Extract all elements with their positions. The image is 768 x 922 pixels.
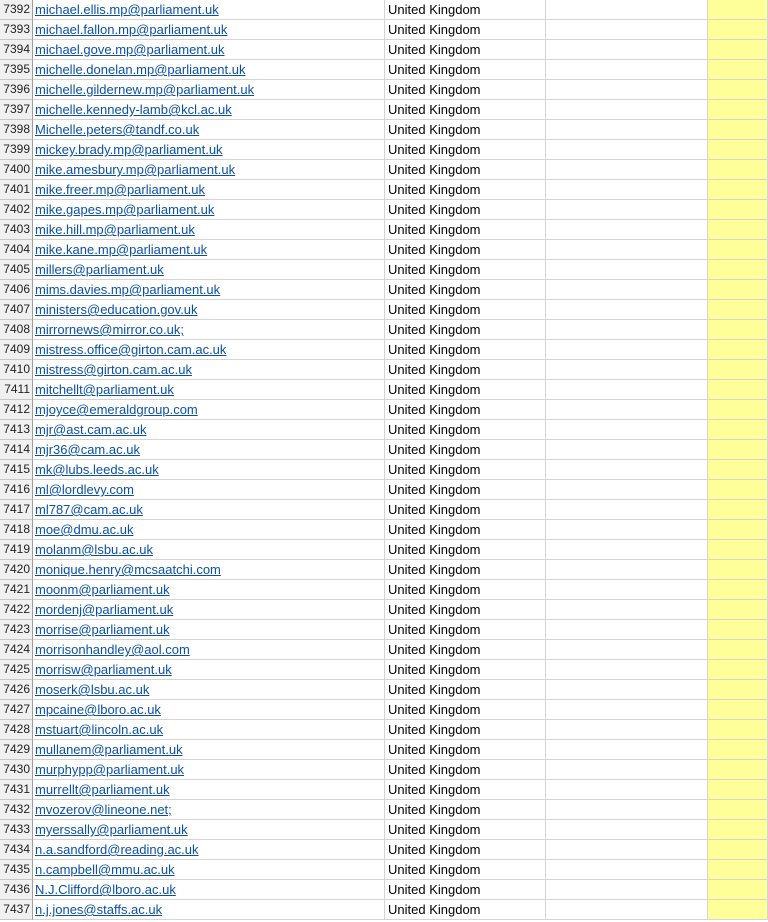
table-row xyxy=(0,740,768,760)
highlighted-empty-cell[interactable] xyxy=(708,60,768,80)
row-header[interactable]: 7397 xyxy=(0,100,33,120)
table-row xyxy=(0,460,768,480)
row-header[interactable]: 7396 xyxy=(0,80,33,100)
email-link-cell[interactable]: mike.kane.mp@parliament.uk xyxy=(33,240,385,260)
highlighted-empty-cell[interactable] xyxy=(708,760,768,780)
highlighted-empty-cell[interactable] xyxy=(708,740,768,760)
email-link-cell[interactable]: michelle.kennedy-lamb@kcl.ac.uk xyxy=(33,100,385,120)
email-link-cell[interactable]: mjr@ast.cam.ac.uk xyxy=(33,420,385,440)
row-header[interactable]: 7418 xyxy=(0,520,33,540)
row-header[interactable]: 7408 xyxy=(0,320,33,340)
table-row xyxy=(0,560,768,580)
row-header[interactable]: 7423 xyxy=(0,620,33,640)
empty-cell[interactable] xyxy=(546,800,708,820)
email-link-cell[interactable]: moonm@parliament.uk xyxy=(33,580,385,600)
email-link-cell[interactable]: mordenj@parliament.uk xyxy=(33,600,385,620)
country-cell[interactable]: United Kingdom xyxy=(385,280,546,300)
highlighted-empty-cell[interactable] xyxy=(708,300,768,320)
email-link-cell[interactable]: mstuart@lincoln.ac.uk xyxy=(33,720,385,740)
empty-cell[interactable] xyxy=(546,380,708,400)
country-cell[interactable]: United Kingdom xyxy=(385,640,546,660)
row-header[interactable]: 7433 xyxy=(0,820,33,840)
highlighted-empty-cell[interactable] xyxy=(708,80,768,100)
empty-cell[interactable] xyxy=(546,280,708,300)
table-row xyxy=(0,0,768,20)
highlighted-empty-cell[interactable] xyxy=(708,0,768,20)
row-header[interactable]: 7411 xyxy=(0,380,33,400)
row-header[interactable]: 7395 xyxy=(0,60,33,80)
empty-cell[interactable] xyxy=(546,520,708,540)
highlighted-empty-cell[interactable] xyxy=(708,440,768,460)
table-row xyxy=(0,580,768,600)
email-link-cell[interactable]: michelle.gildernew.mp@parliament.uk xyxy=(33,80,385,100)
table-row xyxy=(0,360,768,380)
country-cell[interactable]: United Kingdom xyxy=(385,780,546,800)
table-row xyxy=(0,440,768,460)
country-cell[interactable]: United Kingdom xyxy=(385,420,546,440)
row-header[interactable]: 7393 xyxy=(0,20,33,40)
country-cell[interactable]: United Kingdom xyxy=(385,820,546,840)
email-link-cell[interactable]: mistress.office@girton.cam.ac.uk xyxy=(33,340,385,360)
table-row xyxy=(0,520,768,540)
row-header[interactable]: 7405 xyxy=(0,260,33,280)
email-link-cell[interactable]: ml@lordlevy.com xyxy=(33,480,385,500)
empty-cell[interactable] xyxy=(546,660,708,680)
country-cell[interactable]: United Kingdom xyxy=(385,600,546,620)
table-row xyxy=(0,640,768,660)
row-header[interactable]: 7419 xyxy=(0,540,33,560)
country-cell[interactable]: United Kingdom xyxy=(385,520,546,540)
row-header[interactable]: 7413 xyxy=(0,420,33,440)
highlighted-empty-cell[interactable] xyxy=(708,120,768,140)
empty-cell[interactable] xyxy=(546,760,708,780)
empty-cell[interactable] xyxy=(546,840,708,860)
email-link-cell[interactable]: moserk@lsbu.ac.uk xyxy=(33,680,385,700)
highlighted-empty-cell[interactable] xyxy=(708,900,768,920)
country-cell[interactable]: United Kingdom xyxy=(385,740,546,760)
highlighted-empty-cell[interactable] xyxy=(708,660,768,680)
empty-cell[interactable] xyxy=(546,240,708,260)
empty-cell[interactable] xyxy=(546,420,708,440)
table-row xyxy=(0,240,768,260)
table-row xyxy=(0,380,768,400)
highlighted-empty-cell[interactable] xyxy=(708,260,768,280)
country-cell[interactable]: United Kingdom xyxy=(385,860,546,880)
highlighted-empty-cell[interactable] xyxy=(708,600,768,620)
email-link-cell[interactable]: mike.hill.mp@parliament.uk xyxy=(33,220,385,240)
country-cell[interactable]: United Kingdom xyxy=(385,320,546,340)
email-link-cell[interactable]: N.J.Clifford@lboro.ac.uk xyxy=(33,880,385,900)
email-link-cell[interactable]: myerssally@parliament.uk xyxy=(33,820,385,840)
country-cell[interactable]: United Kingdom xyxy=(385,500,546,520)
row-header[interactable]: 7435 xyxy=(0,860,33,880)
highlighted-empty-cell[interactable] xyxy=(708,820,768,840)
highlighted-empty-cell[interactable] xyxy=(708,160,768,180)
email-link-cell[interactable]: molanm@lsbu.ac.uk xyxy=(33,540,385,560)
highlighted-empty-cell[interactable] xyxy=(708,560,768,580)
email-link-cell[interactable]: murrellt@parliament.uk xyxy=(33,780,385,800)
table-row xyxy=(0,400,768,420)
highlighted-empty-cell[interactable] xyxy=(708,100,768,120)
empty-cell[interactable] xyxy=(546,40,708,60)
row-header[interactable]: 7436 xyxy=(0,880,33,900)
highlighted-empty-cell[interactable] xyxy=(708,860,768,880)
email-link-cell[interactable]: ministers@education.gov.uk xyxy=(33,300,385,320)
country-cell[interactable]: United Kingdom xyxy=(385,380,546,400)
country-cell[interactable]: United Kingdom xyxy=(385,20,546,40)
empty-cell[interactable] xyxy=(546,780,708,800)
empty-cell[interactable] xyxy=(546,620,708,640)
country-cell[interactable]: United Kingdom xyxy=(385,580,546,600)
row-header[interactable]: 7421 xyxy=(0,580,33,600)
country-cell[interactable]: United Kingdom xyxy=(385,840,546,860)
email-link-cell[interactable]: morrisonhandley@aol.com xyxy=(33,640,385,660)
table-row xyxy=(0,820,768,840)
table-row xyxy=(0,200,768,220)
table-row xyxy=(0,60,768,80)
email-link-cell[interactable]: mims.davies.mp@parliament.uk xyxy=(33,280,385,300)
email-link-cell[interactable]: mjoyce@emeraldgroup.com xyxy=(33,400,385,420)
row-header[interactable]: 7406 xyxy=(0,280,33,300)
country-cell[interactable]: United Kingdom xyxy=(385,120,546,140)
table-row xyxy=(0,500,768,520)
row-header[interactable]: 7429 xyxy=(0,740,33,760)
empty-cell[interactable] xyxy=(546,360,708,380)
table-row xyxy=(0,780,768,800)
empty-cell[interactable] xyxy=(546,860,708,880)
email-link-cell[interactable]: michael.fallon.mp@parliament.uk xyxy=(33,20,385,40)
empty-cell[interactable] xyxy=(546,700,708,720)
empty-cell[interactable] xyxy=(546,100,708,120)
country-cell[interactable]: United Kingdom xyxy=(385,880,546,900)
row-header[interactable]: 7410 xyxy=(0,360,33,380)
highlighted-empty-cell[interactable] xyxy=(708,200,768,220)
email-link-cell[interactable]: mullanem@parliament.uk xyxy=(33,740,385,760)
empty-cell[interactable] xyxy=(546,320,708,340)
highlighted-empty-cell[interactable] xyxy=(708,240,768,260)
table-row xyxy=(0,100,768,120)
highlighted-empty-cell[interactable] xyxy=(708,420,768,440)
table-row xyxy=(0,720,768,740)
country-cell[interactable]: United Kingdom xyxy=(385,100,546,120)
row-header[interactable]: 7420 xyxy=(0,560,33,580)
row-header[interactable]: 7424 xyxy=(0,640,33,660)
table-row xyxy=(0,540,768,560)
table-row xyxy=(0,80,768,100)
country-cell[interactable]: United Kingdom xyxy=(385,300,546,320)
table-row xyxy=(0,480,768,500)
empty-cell[interactable] xyxy=(546,600,708,620)
empty-cell[interactable] xyxy=(546,820,708,840)
email-link-cell[interactable]: mjr36@cam.ac.uk xyxy=(33,440,385,460)
email-link-cell[interactable]: morrise@parliament.uk xyxy=(33,620,385,640)
empty-cell[interactable] xyxy=(546,300,708,320)
email-link-cell[interactable]: mvozerov@lineone.net; xyxy=(33,800,385,820)
country-cell[interactable]: United Kingdom xyxy=(385,160,546,180)
table-row xyxy=(0,860,768,880)
table-row xyxy=(0,700,768,720)
row-header[interactable]: 7426 xyxy=(0,680,33,700)
country-cell[interactable]: United Kingdom xyxy=(385,40,546,60)
empty-cell[interactable] xyxy=(546,220,708,240)
country-cell[interactable]: United Kingdom xyxy=(385,800,546,820)
row-header[interactable]: 7417 xyxy=(0,500,33,520)
highlighted-empty-cell[interactable] xyxy=(708,360,768,380)
highlighted-empty-cell[interactable] xyxy=(708,640,768,660)
empty-cell[interactable] xyxy=(546,720,708,740)
email-link-cell[interactable]: mike.amesbury.mp@parliament.uk xyxy=(33,160,385,180)
country-cell[interactable]: United Kingdom xyxy=(385,200,546,220)
empty-cell[interactable] xyxy=(546,340,708,360)
empty-cell[interactable] xyxy=(546,120,708,140)
highlighted-empty-cell[interactable] xyxy=(708,780,768,800)
highlighted-empty-cell[interactable] xyxy=(708,700,768,720)
empty-cell[interactable] xyxy=(546,500,708,520)
empty-cell[interactable] xyxy=(546,460,708,480)
country-cell[interactable]: United Kingdom xyxy=(385,760,546,780)
highlighted-empty-cell[interactable] xyxy=(708,680,768,700)
country-cell[interactable]: United Kingdom xyxy=(385,700,546,720)
empty-cell[interactable] xyxy=(546,20,708,40)
row-header[interactable]: 7394 xyxy=(0,40,33,60)
row-header[interactable]: 7407 xyxy=(0,300,33,320)
country-cell[interactable]: United Kingdom xyxy=(385,480,546,500)
empty-cell[interactable] xyxy=(546,0,708,20)
empty-cell[interactable] xyxy=(546,580,708,600)
highlighted-empty-cell[interactable] xyxy=(708,140,768,160)
email-link-cell[interactable]: murphypp@parliament.uk xyxy=(33,760,385,780)
highlighted-empty-cell[interactable] xyxy=(708,40,768,60)
highlighted-empty-cell[interactable] xyxy=(708,840,768,860)
table-row xyxy=(0,300,768,320)
email-link-cell[interactable]: mistress@girton.cam.ac.uk xyxy=(33,360,385,380)
empty-cell[interactable] xyxy=(546,80,708,100)
empty-cell[interactable] xyxy=(546,900,708,920)
table-row xyxy=(0,760,768,780)
row-header[interactable]: 7414 xyxy=(0,440,33,460)
row-header[interactable]: 7399 xyxy=(0,140,33,160)
email-link-cell[interactable]: mike.freer.mp@parliament.uk xyxy=(33,180,385,200)
highlighted-empty-cell[interactable] xyxy=(708,220,768,240)
country-cell[interactable]: United Kingdom xyxy=(385,220,546,240)
country-cell[interactable]: United Kingdom xyxy=(385,180,546,200)
table-row xyxy=(0,40,768,60)
table-row xyxy=(0,620,768,640)
table-row xyxy=(0,900,768,920)
row-header[interactable]: 7400 xyxy=(0,160,33,180)
country-cell[interactable]: United Kingdom xyxy=(385,560,546,580)
email-link-cell[interactable]: ml787@cam.ac.uk xyxy=(33,500,385,520)
highlighted-empty-cell[interactable] xyxy=(708,720,768,740)
empty-cell[interactable] xyxy=(546,540,708,560)
table-row xyxy=(0,160,768,180)
table-row xyxy=(0,220,768,240)
highlighted-empty-cell[interactable] xyxy=(708,620,768,640)
table-row xyxy=(0,260,768,280)
highlighted-empty-cell[interactable] xyxy=(708,380,768,400)
country-cell[interactable]: United Kingdom xyxy=(385,400,546,420)
row-header[interactable]: 7416 xyxy=(0,480,33,500)
empty-cell[interactable] xyxy=(546,880,708,900)
email-link-cell[interactable]: Michelle.peters@tandf.co.uk xyxy=(33,120,385,140)
table-row xyxy=(0,280,768,300)
row-header[interactable]: 7434 xyxy=(0,840,33,860)
row-header[interactable]: 7432 xyxy=(0,800,33,820)
row-header[interactable]: 7428 xyxy=(0,720,33,740)
highlighted-empty-cell[interactable] xyxy=(708,340,768,360)
empty-cell[interactable] xyxy=(546,200,708,220)
table-row xyxy=(0,600,768,620)
row-header[interactable]: 7409 xyxy=(0,340,33,360)
table-row xyxy=(0,20,768,40)
email-link-cell[interactable]: mike.gapes.mp@parliament.uk xyxy=(33,200,385,220)
email-link-cell[interactable]: n.campbell@mmu.ac.uk xyxy=(33,860,385,880)
email-link-cell[interactable]: michelle.donelan.mp@parliament.uk xyxy=(33,60,385,80)
row-header[interactable]: 7425 xyxy=(0,660,33,680)
row-header[interactable]: 7398 xyxy=(0,120,33,140)
empty-cell[interactable] xyxy=(546,440,708,460)
row-header[interactable]: 7404 xyxy=(0,240,33,260)
email-link-cell[interactable]: morrisw@parliament.uk xyxy=(33,660,385,680)
table-row xyxy=(0,840,768,860)
email-link-cell[interactable]: mickey.brady.mp@parliament.uk xyxy=(33,140,385,160)
empty-cell[interactable] xyxy=(546,180,708,200)
highlighted-empty-cell[interactable] xyxy=(708,500,768,520)
empty-cell[interactable] xyxy=(546,140,708,160)
country-cell[interactable]: United Kingdom xyxy=(385,60,546,80)
country-cell[interactable]: United Kingdom xyxy=(385,900,546,920)
highlighted-empty-cell[interactable] xyxy=(708,280,768,300)
highlighted-empty-cell[interactable] xyxy=(708,480,768,500)
highlighted-empty-cell[interactable] xyxy=(708,320,768,340)
row-header[interactable]: 7422 xyxy=(0,600,33,620)
country-cell[interactable]: United Kingdom xyxy=(385,460,546,480)
row-header[interactable]: 7403 xyxy=(0,220,33,240)
empty-cell[interactable] xyxy=(546,640,708,660)
table-row xyxy=(0,660,768,680)
email-link-cell[interactable]: mitchellt@parliament.uk xyxy=(33,380,385,400)
email-link-cell[interactable]: moe@dmu.ac.uk xyxy=(33,520,385,540)
highlighted-empty-cell[interactable] xyxy=(708,400,768,420)
country-cell[interactable]: United Kingdom xyxy=(385,340,546,360)
table-row xyxy=(0,180,768,200)
empty-cell[interactable] xyxy=(546,400,708,420)
row-header[interactable]: 7401 xyxy=(0,180,33,200)
highlighted-empty-cell[interactable] xyxy=(708,20,768,40)
row-header[interactable]: 7431 xyxy=(0,780,33,800)
highlighted-empty-cell[interactable] xyxy=(708,800,768,820)
table-row xyxy=(0,320,768,340)
row-header[interactable]: 7402 xyxy=(0,200,33,220)
empty-cell[interactable] xyxy=(546,680,708,700)
highlighted-empty-cell[interactable] xyxy=(708,460,768,480)
table-row xyxy=(0,680,768,700)
email-link-cell[interactable]: millers@parliament.uk xyxy=(33,260,385,280)
country-cell[interactable]: United Kingdom xyxy=(385,680,546,700)
table-row xyxy=(0,880,768,900)
email-link-cell[interactable]: monique.henry@mcsaatchi.com xyxy=(33,560,385,580)
highlighted-empty-cell[interactable] xyxy=(708,580,768,600)
table-row xyxy=(0,340,768,360)
highlighted-empty-cell[interactable] xyxy=(708,880,768,900)
country-cell[interactable]: United Kingdom xyxy=(385,620,546,640)
highlighted-empty-cell[interactable] xyxy=(708,180,768,200)
empty-cell[interactable] xyxy=(546,160,708,180)
row-header[interactable]: 7412 xyxy=(0,400,33,420)
country-cell[interactable]: United Kingdom xyxy=(385,240,546,260)
empty-cell[interactable] xyxy=(546,60,708,80)
empty-cell[interactable] xyxy=(546,740,708,760)
row-header[interactable]: 7392 xyxy=(0,0,33,20)
email-link-cell[interactable]: mk@lubs.leeds.ac.uk xyxy=(33,460,385,480)
row-header[interactable]: 7427 xyxy=(0,700,33,720)
row-header[interactable]: 7430 xyxy=(0,760,33,780)
email-link-cell[interactable]: mirrornews@mirror.co.uk; xyxy=(33,320,385,340)
row-header[interactable]: 7415 xyxy=(0,460,33,480)
email-link-cell[interactable]: michael.ellis.mp@parliament.uk xyxy=(33,0,385,20)
country-cell[interactable]: United Kingdom xyxy=(385,80,546,100)
country-cell[interactable]: United Kingdom xyxy=(385,260,546,280)
email-link-cell[interactable]: michael.gove.mp@parliament.uk xyxy=(33,40,385,60)
table-row xyxy=(0,800,768,820)
country-cell[interactable]: United Kingdom xyxy=(385,0,546,20)
empty-cell[interactable] xyxy=(546,260,708,280)
country-cell[interactable]: United Kingdom xyxy=(385,720,546,740)
row-header[interactable]: 7437 xyxy=(0,900,33,920)
country-cell[interactable]: United Kingdom xyxy=(385,440,546,460)
empty-cell[interactable] xyxy=(546,480,708,500)
table-row xyxy=(0,420,768,440)
table-row xyxy=(0,120,768,140)
country-cell[interactable]: United Kingdom xyxy=(385,660,546,680)
highlighted-empty-cell[interactable] xyxy=(708,540,768,560)
email-link-cell[interactable]: n.a.sandford@reading.ac.uk xyxy=(33,840,385,860)
empty-cell[interactable] xyxy=(546,560,708,580)
country-cell[interactable]: United Kingdom xyxy=(385,540,546,560)
country-cell[interactable]: United Kingdom xyxy=(385,140,546,160)
table-row xyxy=(0,140,768,160)
country-cell[interactable]: United Kingdom xyxy=(385,360,546,380)
highlighted-empty-cell[interactable] xyxy=(708,520,768,540)
email-link-cell[interactable]: mpcaine@lboro.ac.uk xyxy=(33,700,385,720)
email-link-cell[interactable]: n.j.jones@staffs.ac.uk xyxy=(33,900,385,920)
